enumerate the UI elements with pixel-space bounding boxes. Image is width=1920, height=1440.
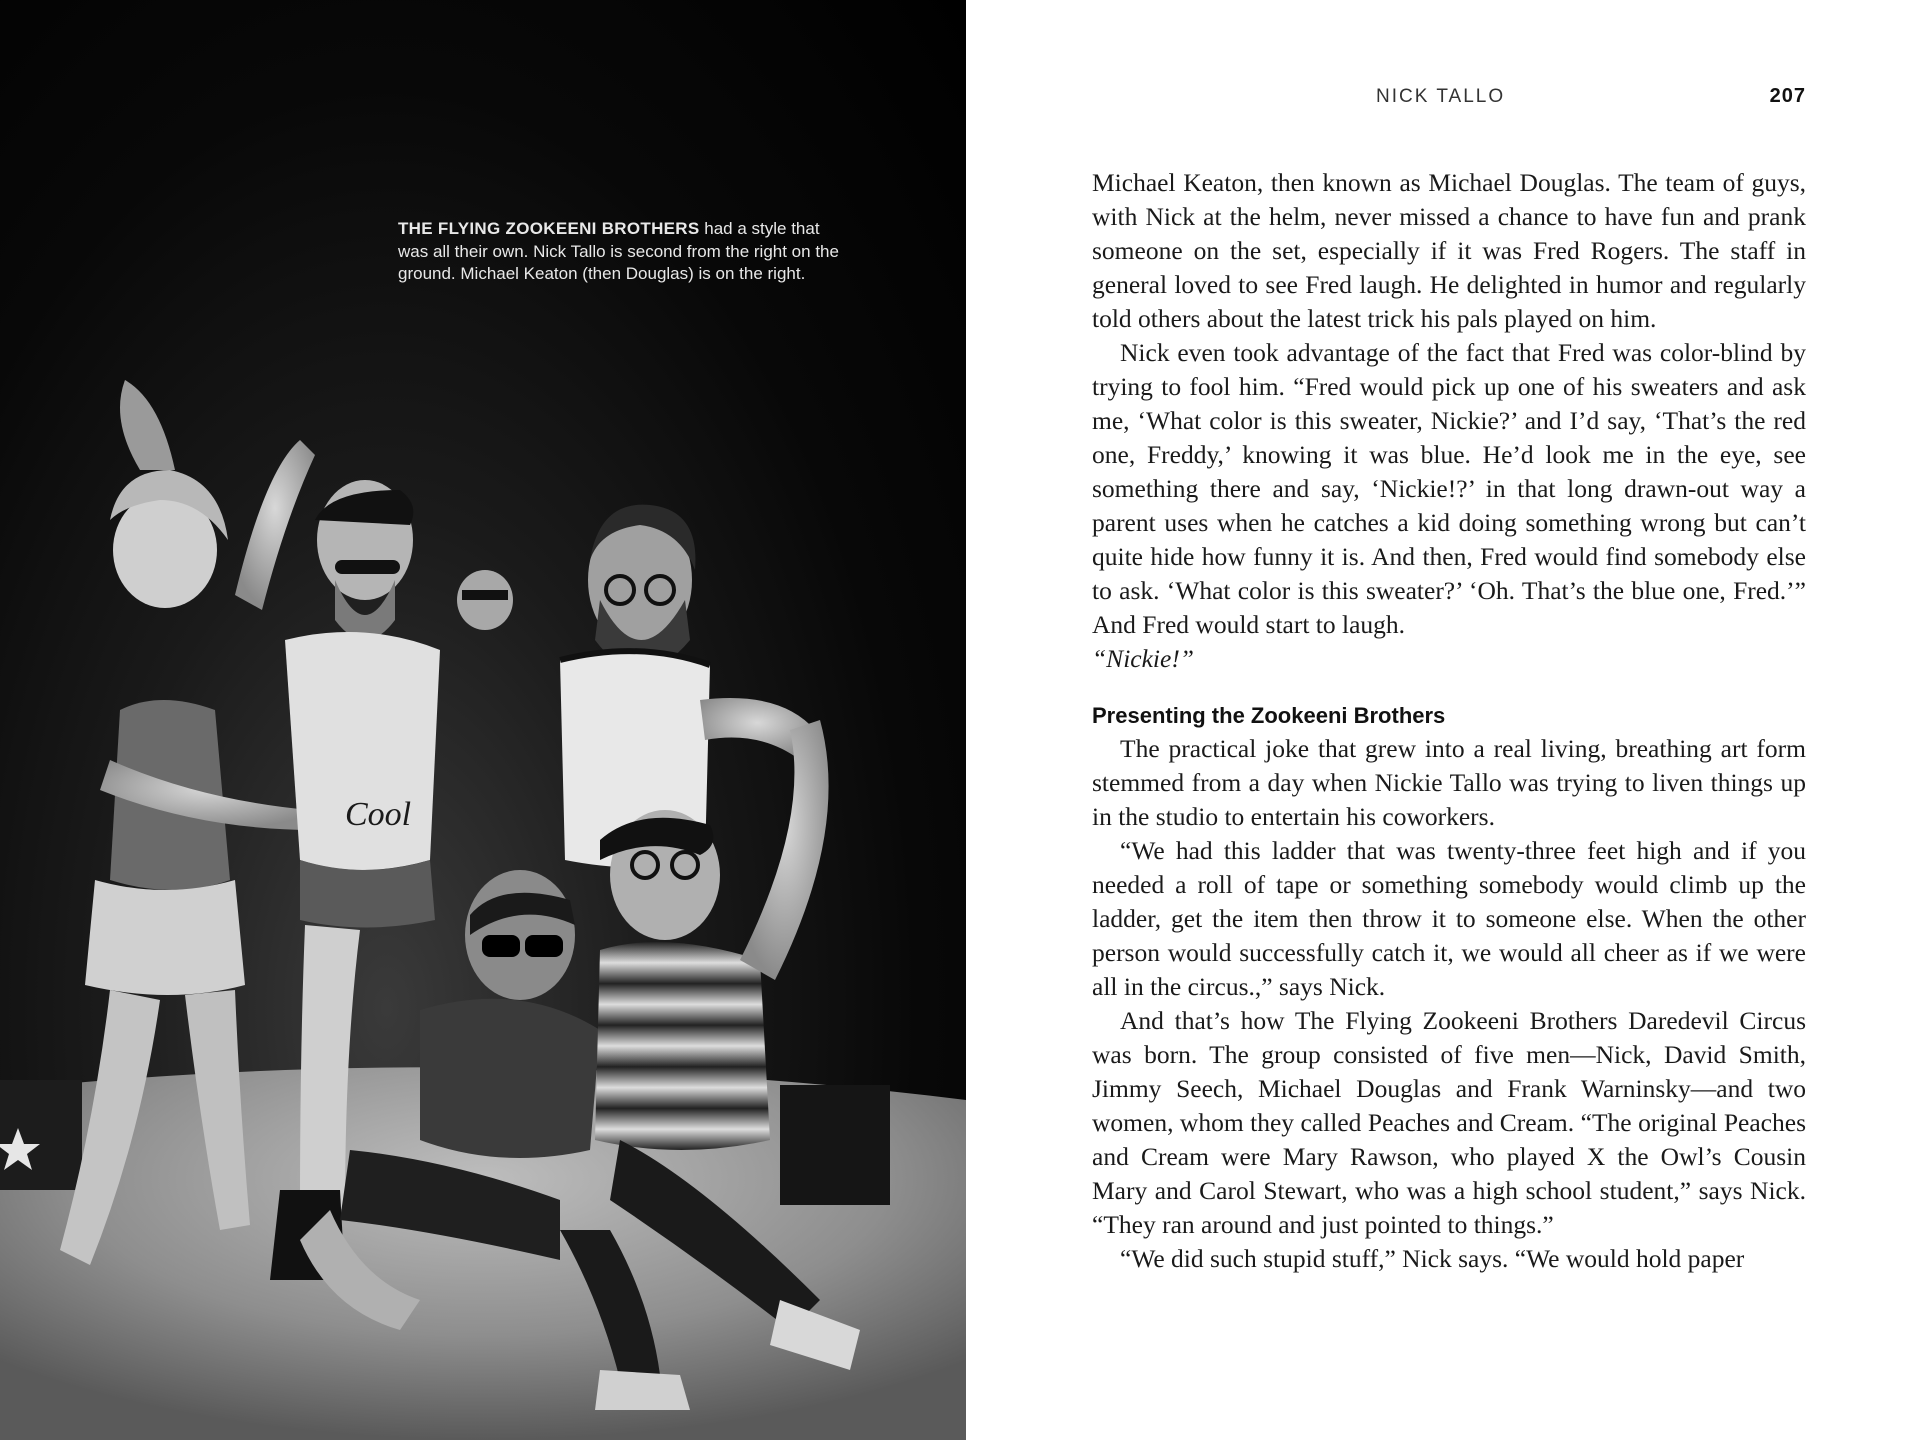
- costume-text: Cool: [345, 796, 412, 833]
- body-text: [1092, 166, 1806, 1276]
- text-page: [966, 0, 1920, 1440]
- running-head-title: NICK TALLO: [1376, 86, 1506, 107]
- photo-caption: [398, 218, 848, 286]
- paragraph: Nick even took advantage of the fact that Fred was color-blind by trying to fool him. “Fred would pick up one of his sweaters and ask me, ‘What color is this sweater, Nickie?’ and I’d say, ‘That’s the red one, Freddy,’ knowing it was blue. He’d look me in the eye, see something there and say, ‘Nickie!?’ in that long drawn-out way a parent uses when he catches a kid doing something wrong but can’t quite hide how funny it is. And then, Fred would find somebody else to ask. ‘What color is this sweater?’ ‘Oh. That’s the blue one, Fred.’” And Fred would start to laugh.: [1092, 338, 1806, 639]
- paragraph: The practical joke that grew into a real living, breathing art form stemmed from a day when Nickie Tallo was trying to liven things up in the studio to entertain his coworkers.: [1092, 734, 1806, 831]
- italic-exclamation: “Nickie!”: [1092, 644, 1194, 673]
- paragraph: “We had this ladder that was twenty-three feet high and if you needed a roll of tape or something somebody would climb up the ladder, get the item then throw it to someone else. When the other person would successfully catch it, we would all cheer as if we were all in the circus.,” says Nick.: [1092, 836, 1806, 1001]
- paragraph: Michael Keaton, then known as Michael Douglas. The team of guys, with Nick at the helm, never missed a chance to have fun and prank someone on the set, especially if it was Fred Rogers. The staff in general loved to see Fred laugh. He delighted in humor and regularly told others about the latest trick his pals played on him.: [1092, 168, 1806, 333]
- caption-text: had a style that was all their own. Nick Tallo is second from the right on the ground. Michael Keaton (then Douglas) is on the right.: [398, 219, 839, 283]
- paragraph: “We did such stupid stuff,” Nick says. “We would hold paper: [1120, 1244, 1745, 1273]
- paragraph: And that’s how The Flying Zookeeni Brothers Daredevil Circus was born. The group consisted of five men—Nick, David Smith, Jimmy Seech, Michael Douglas and Frank Warninsky—and two women, whom they called Peaches and Cream. “The original Peaches and Cream were Mary Rawson, who played X the Owl’s Cousin Mary and Carol Stewart, who was a high school student,” says Nick. “They ran around and just pointed to things.”: [1092, 1006, 1806, 1239]
- caption-lead: THE FLYING ZOOKEENI BROTHERS: [398, 219, 700, 238]
- page-number: 207: [1769, 85, 1806, 107]
- running-head: [966, 86, 1920, 116]
- figure-bearded-man: [560, 505, 815, 868]
- section-subhead: Presenting the Zookeeni Brothers: [1092, 703, 1446, 728]
